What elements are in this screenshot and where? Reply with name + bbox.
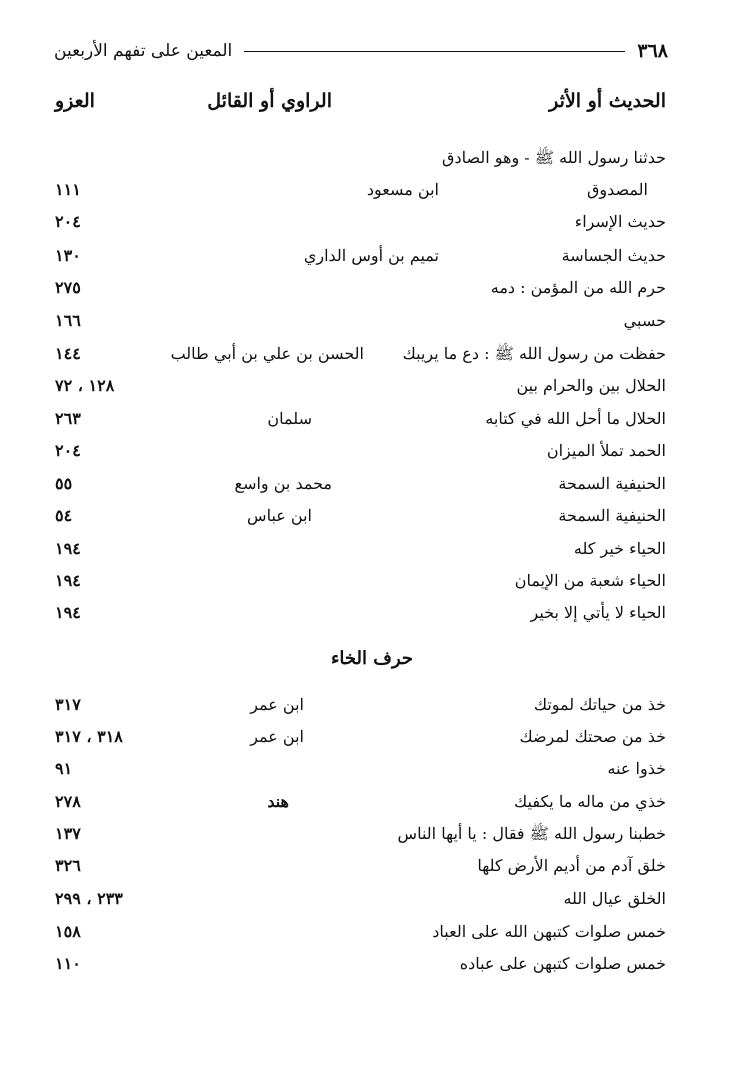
hadith-text: المصدوق: [587, 180, 648, 199]
table-row: [0, 948, 744, 980]
reference-pages: ١٩٤: [55, 571, 81, 590]
hadith-text: الحياء شعبة من الإيمان: [514, 571, 666, 590]
hadith-text: خذ من صحتك لمرضك: [519, 727, 666, 746]
table-row: [0, 818, 744, 850]
table-row: [0, 272, 744, 304]
hadith-text: خذي من ماله ما يكفيك: [514, 792, 666, 811]
table-row: [0, 305, 744, 337]
hadith-text: خمس صلوات كتبهن على عباده: [459, 954, 666, 973]
reference-pages: ٣١٧: [55, 695, 81, 714]
reference-pages: ٣١٨ ، ٣١٧: [55, 727, 123, 746]
reference-pages: ١٢٨ ، ٧٢: [55, 376, 115, 395]
hadith-text: حديث الجساسة: [561, 246, 666, 265]
hadith-text: الحلال بين والحرام بين: [516, 376, 666, 395]
column-header-hadith: الحديث أو الأثر: [549, 90, 666, 112]
hadith-text: خلق آدم من أديم الأرض كلها: [477, 856, 666, 875]
table-row: [0, 435, 744, 467]
narrator-text: ابن عمر: [250, 695, 304, 714]
hadith-text: الحلال ما أحل الله في كتابه: [485, 409, 666, 428]
table-row: [0, 597, 744, 629]
reference-pages: ١١١: [55, 180, 81, 199]
table-row: [0, 468, 744, 500]
reference-pages: ٢٦٣: [55, 409, 81, 428]
reference-pages: ١٣٠: [55, 246, 81, 265]
reference-pages: ٥٥: [55, 474, 73, 493]
table-row: [0, 689, 744, 721]
table-row: [0, 403, 744, 435]
reference-pages: ١٤٤: [55, 344, 81, 363]
table-row: [0, 370, 744, 402]
header-rule: [244, 51, 625, 52]
narrator-text: الحسن بن علي بن أبي طالب: [170, 344, 364, 363]
reference-pages: ١٦٦: [55, 311, 81, 330]
narrator-text: ابن عمر: [250, 727, 304, 746]
table-row: [0, 500, 744, 532]
table-row: [0, 174, 744, 206]
hadith-text: خذ من حياتك لموتك: [533, 695, 666, 714]
hadith-text: الحنيفية السمحة: [558, 474, 666, 493]
section-heading-kha: حرف الخاء: [330, 648, 414, 669]
reference-pages: ٢٣٣ ، ٢٩٩: [55, 889, 123, 908]
table-row: [0, 240, 744, 272]
reference-pages: ٥٤: [55, 506, 73, 525]
column-header-narrator: الراوي أو القائل: [207, 90, 332, 112]
table-row: [0, 565, 744, 597]
hadith-text: حدثنا رسول الله ﷺ - وهو الصادق: [442, 148, 666, 167]
table-row: [0, 206, 744, 238]
table-row: [0, 786, 744, 818]
hadith-text: الحياء خير كله: [573, 539, 666, 558]
table-row: [0, 338, 744, 370]
hadith-text: حسبي: [623, 311, 666, 330]
table-row: [0, 533, 744, 565]
narrator-text: تميم بن أوس الداري: [303, 246, 439, 265]
hadith-text: الخلق عيال الله: [563, 889, 666, 908]
table-row: [0, 850, 744, 882]
hadith-text: حرم الله من المؤمن : دمه: [490, 278, 666, 297]
hadith-text: حديث الإسراء: [574, 212, 666, 231]
reference-pages: ٣٢٦: [55, 856, 81, 875]
reference-pages: ١٣٧: [55, 824, 81, 843]
running-header: [54, 38, 668, 64]
reference-pages: ١٥٨: [55, 922, 81, 941]
hadith-text: الحنيفية السمحة: [558, 506, 666, 525]
reference-pages: ١٩٤: [55, 539, 81, 558]
hadith-text: خطبنا رسول الله ﷺ فقال : يا أيها الناس: [397, 824, 666, 843]
hadith-text: الحياء لا يأتي إلا بخير: [530, 603, 666, 622]
table-row: [0, 883, 744, 915]
narrator-text: ابن عباس: [247, 506, 312, 525]
hadith-text: الحمد تملأ الميزان: [546, 441, 666, 460]
page-number: ٣٦٨: [637, 40, 668, 62]
reference-pages: ١٩٤: [55, 603, 81, 622]
narrator-text: ابن مسعود: [366, 180, 439, 199]
reference-pages: ٢٠٤: [55, 212, 81, 231]
reference-pages: ٢٧٥: [55, 278, 81, 297]
hadith-text: خمس صلوات كتبهن الله على العباد: [432, 922, 666, 941]
reference-pages: ١١٠: [55, 954, 81, 973]
reference-pages: ٩١: [55, 759, 73, 778]
narrator-text: محمد بن واسع: [234, 474, 332, 493]
table-row: [0, 916, 744, 948]
narrator-text: هند: [267, 792, 289, 811]
reference-pages: ٢٧٨: [55, 792, 81, 811]
hadith-text: خذوا عنه: [607, 759, 666, 778]
table-row: [0, 721, 744, 753]
column-header-reference: العزو: [55, 90, 95, 112]
table-row: [0, 142, 744, 174]
table-row: [0, 753, 744, 785]
book-title: المعين على تفهم الأربعين: [54, 41, 233, 61]
reference-pages: ٢٠٤: [55, 441, 81, 460]
hadith-text: حفظت من رسول الله ﷺ : دع ما يريبك: [402, 344, 666, 363]
narrator-text: سلمان: [267, 409, 312, 428]
